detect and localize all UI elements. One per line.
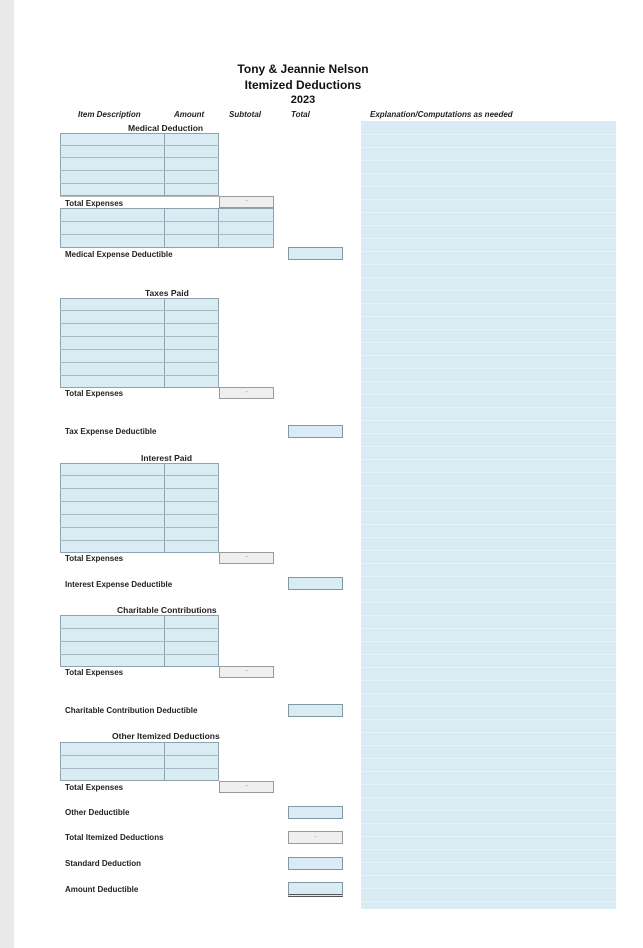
explanation-gridline (361, 576, 616, 577)
taxes-deductible-label: Tax Expense Deductible (65, 427, 157, 436)
explanation-gridline (361, 836, 616, 837)
explanation-gridline (361, 797, 616, 798)
charity-section-title: Charitable Contributions (117, 605, 217, 615)
explanation-gridline (361, 446, 616, 447)
explanation-gridline (361, 264, 616, 265)
medical-total-label: Total Expenses (65, 199, 124, 208)
explanation-gridline (361, 745, 616, 746)
taxes-total-label: Total Expenses (65, 389, 124, 398)
explanation-gridline (361, 875, 616, 876)
interest-total-label: Total Expenses (65, 554, 124, 563)
explanation-gridline (361, 537, 616, 538)
explanation-gridline (361, 654, 616, 655)
charity-total-label: Total Expenses (65, 668, 124, 677)
other-deductible-total[interactable] (288, 806, 343, 819)
other-description-cells[interactable] (60, 742, 165, 781)
explanation-gridline (361, 810, 616, 811)
worksheet-page (14, 0, 643, 948)
col-total: Total (291, 110, 310, 119)
explanation-gridline (361, 212, 616, 213)
medical-section-title: Medical Deduction (128, 123, 204, 133)
explanation-gridline (361, 862, 616, 863)
explanation-gridline (361, 732, 616, 733)
taxes-total-expenses-value[interactable]: - (219, 387, 274, 399)
explanation-gridline (361, 563, 616, 564)
medical-description-cells[interactable] (60, 133, 165, 196)
explanation-gridline (361, 472, 616, 473)
explanation-gridline (361, 329, 616, 330)
explanation-gridline (361, 667, 616, 668)
taxes-deductible-total[interactable] (288, 425, 343, 438)
explanation-gridline (361, 394, 616, 395)
explanation-gridline (361, 381, 616, 382)
explanation-gridline (361, 368, 616, 369)
amount-deductible-value[interactable] (288, 882, 343, 897)
explanation-gridline (361, 225, 616, 226)
col-item-description: Item Description (78, 110, 141, 119)
standard-deduction-value[interactable] (288, 857, 343, 870)
explanation-gridline (361, 771, 616, 772)
other-total-expenses-value[interactable]: - (219, 781, 274, 793)
medical-agi-subtotal-cells[interactable] (218, 208, 274, 248)
explanation-gridline (361, 719, 616, 720)
taxpayer-names: Tony & Jeannie Nelson (237, 62, 369, 76)
other-amount-cells[interactable] (164, 742, 219, 781)
interest-deductible-label: Interest Expense Deductible (65, 580, 173, 589)
explanation-gridline (361, 550, 616, 551)
taxes-section-title: Taxes Paid (145, 288, 189, 298)
explanation-gridline (361, 407, 616, 408)
medical-agi-description-cells[interactable] (60, 208, 165, 248)
explanation-gridline (361, 823, 616, 824)
explanation-gridline (361, 277, 616, 278)
explanation-gridline (361, 173, 616, 174)
charity-deductible-label: Charitable Contribution Deductible (65, 706, 198, 715)
explanation-gridline (361, 628, 616, 629)
explanation-gridline (361, 160, 616, 161)
explanation-gridline (361, 641, 616, 642)
explanation-gridline (361, 888, 616, 889)
standard-deduction-label: Standard Deduction (65, 859, 142, 868)
other-deductible-label: Other Deductible (65, 808, 130, 817)
explanation-gridline (361, 901, 616, 902)
explanation-gridline (361, 758, 616, 759)
explanation-gridline (361, 134, 616, 135)
explanation-gridline (361, 602, 616, 603)
interest-total-expenses-value[interactable]: - (219, 552, 274, 564)
col-amount: Amount (174, 110, 205, 119)
explanation-gridline (361, 498, 616, 499)
explanation-gridline (361, 693, 616, 694)
explanation-gridline (361, 459, 616, 460)
col-explanation: Explanation/Computations as needed (370, 110, 513, 119)
explanation-gridline (361, 511, 616, 512)
explanation-gridline (361, 199, 616, 200)
amount-deductible-label: Amount Deductible (65, 885, 139, 894)
col-subtotal: Subtotal (229, 110, 261, 119)
medical-deductible-label: Medical Expense Deductible (65, 250, 173, 259)
explanation-gridline (361, 303, 616, 304)
medical-agi-amount-cells[interactable] (164, 208, 219, 248)
explanation-gridline (361, 251, 616, 252)
total-itemized-label: Total Itemized Deductions (65, 833, 164, 842)
form-title: Itemized Deductions (244, 78, 362, 92)
charity-total-expenses-value[interactable]: - (219, 666, 274, 678)
explanation-gridline (361, 342, 616, 343)
other-total-label: Total Expenses (65, 783, 124, 792)
explanation-gridline (361, 433, 616, 434)
explanation-gridline (361, 238, 616, 239)
explanation-gridline (361, 589, 616, 590)
explanation-gridline (361, 316, 616, 317)
total-itemized-value[interactable]: - (288, 831, 343, 844)
explanation-gridline (361, 784, 616, 785)
explanation-gridline (361, 524, 616, 525)
medical-total-expenses-value[interactable]: - (219, 196, 274, 208)
tax-year: 2023 (290, 94, 316, 106)
medical-deductible-total[interactable] (288, 247, 343, 260)
explanation-area[interactable] (361, 121, 616, 909)
explanation-gridline (361, 615, 616, 616)
medical-amount-cells[interactable] (164, 133, 219, 196)
explanation-gridline (361, 355, 616, 356)
explanation-gridline (361, 485, 616, 486)
explanation-gridline (361, 420, 616, 421)
explanation-gridline (361, 290, 616, 291)
explanation-gridline (361, 706, 616, 707)
other-section-title: Other Itemized Deductions (112, 731, 220, 741)
explanation-gridline (361, 849, 616, 850)
explanation-gridline (361, 186, 616, 187)
explanation-gridline (361, 680, 616, 681)
charity-deductible-total[interactable] (288, 704, 343, 717)
interest-deductible-total[interactable] (288, 577, 343, 590)
explanation-gridline (361, 147, 616, 148)
interest-section-title: Interest Paid (141, 453, 193, 463)
